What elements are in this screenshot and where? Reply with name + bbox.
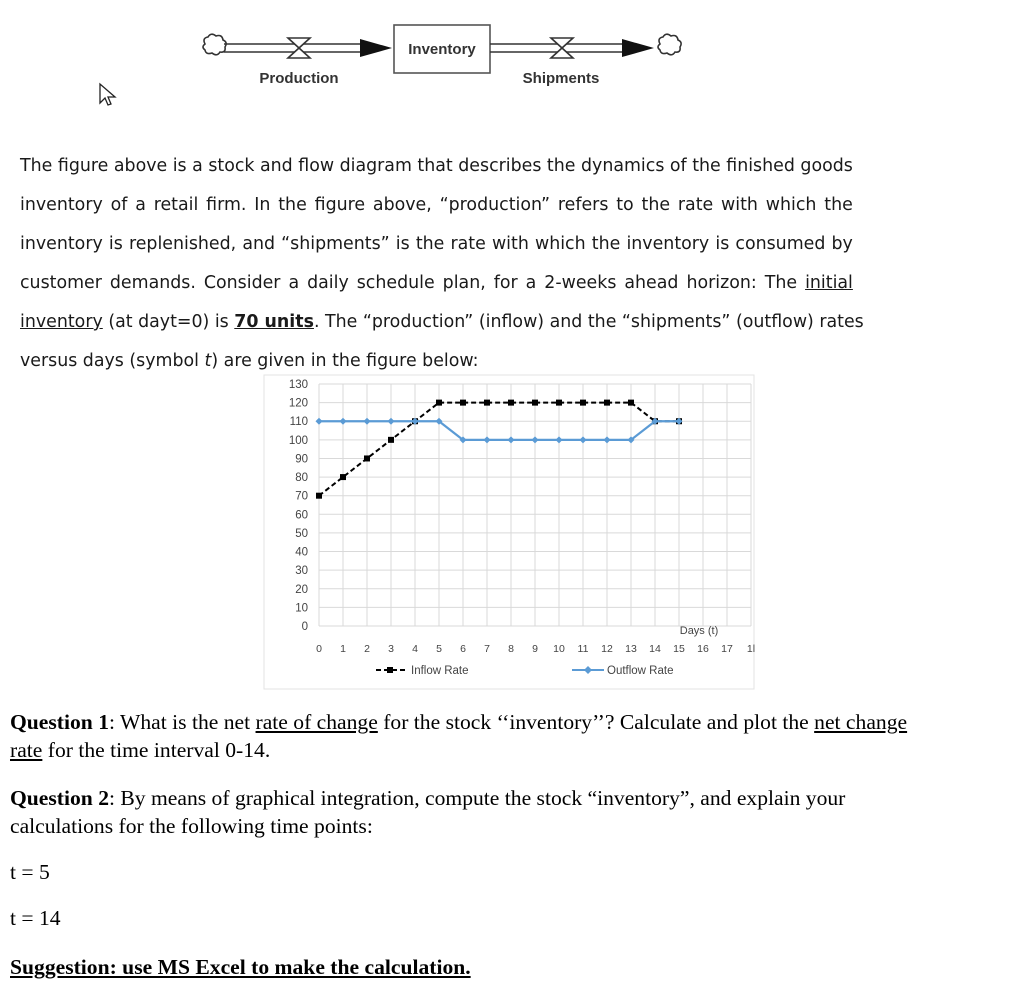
desc-l1-word: of: [669, 156, 687, 176]
desc-l3-word: inventory: [626, 234, 710, 254]
desc-l4-word: daily: [307, 273, 349, 293]
desc-l4-word: 2-weeks: [544, 273, 617, 293]
desc-l2-word: a: [135, 195, 146, 215]
inflow-point: [508, 400, 514, 406]
y-tick-label: 100: [288, 434, 308, 447]
x-tick-label: 5: [436, 643, 442, 655]
desc-l1-word: the: [546, 156, 576, 176]
y-tick-label: 120: [288, 397, 308, 410]
desc-l4-word: customer: [20, 273, 102, 293]
time-point-5: t = 5: [10, 860, 50, 884]
desc-l2-word: with: [721, 195, 758, 215]
desc-l1-word: finished: [726, 156, 795, 176]
x-tick-label: 17: [721, 643, 733, 655]
desc-l2-word: In: [254, 195, 271, 215]
desc-l3-word: inventory: [20, 234, 103, 254]
question-2-label: Question 2: [10, 786, 109, 810]
y-tick-label: 10: [295, 602, 308, 615]
question-2-text-b: calculations for the following time points:: [10, 814, 373, 838]
desc-l3-word: and: [242, 234, 276, 254]
y-tick-label: 90: [295, 453, 308, 466]
x-tick-label: 9: [532, 643, 538, 655]
desc-line-4: [20, 273, 853, 293]
y-tick-label: 50: [295, 527, 308, 540]
desc-l2-word: retail: [153, 195, 199, 215]
shipments-arrow-icon: [622, 39, 654, 57]
desc-l4-word: The: [764, 273, 798, 293]
desc-l4-word: demands.: [109, 273, 196, 293]
desc-line-5-rest: . The “production” (inflow) and the “shipments” (outflow) rates: [313, 312, 864, 332]
desc-l2-word: firm.: [206, 195, 247, 215]
desc-l4-word: Consider: [203, 273, 281, 293]
desc-l3-word: with: [491, 234, 529, 254]
legend-inflow-label: Inflow Rate: [411, 665, 469, 677]
desc-line-6-a: versus days (symbol: [20, 351, 199, 371]
y-tick-label: 110: [289, 416, 308, 429]
legend-inflow-marker: [387, 667, 393, 673]
shipments-valve-icon: [551, 38, 573, 58]
desc-l3-word: the: [415, 234, 445, 254]
desc-l1-word: stock: [208, 156, 255, 176]
inflow-point: [484, 400, 490, 406]
inflow-point: [316, 493, 322, 499]
x-tick-label: 8: [508, 643, 514, 655]
y-tick-label: 70: [295, 490, 308, 503]
desc-l4-word: horizon:: [686, 273, 757, 293]
question-1-label: Question 1: [10, 710, 109, 734]
rate-of-change-term: rate of change: [255, 710, 378, 734]
question-1-text-c: for the time interval 0-14.: [42, 738, 271, 762]
desc-l1-word: The: [20, 156, 53, 176]
desc-line-6-b: ) are given in the figure below:: [211, 351, 479, 371]
desc-l1-word: describes: [458, 156, 542, 176]
inflow-point: [460, 400, 466, 406]
production-flow-label: Production: [259, 70, 339, 87]
desc-l2-word: the: [278, 195, 307, 215]
desc-line-1: [20, 156, 853, 176]
initial-inventory-underline-1: initial: [805, 273, 853, 293]
x-tick-label: 1: [340, 643, 346, 655]
y-tick-label: 40: [295, 546, 308, 559]
shipments-flow-pipe: [490, 44, 625, 52]
desc-l3-word: rate: [450, 234, 486, 254]
desc-l4-word: ahead: [624, 273, 679, 293]
desc-l3-word: consumed: [735, 234, 826, 254]
desc-l2-word: refers: [557, 195, 609, 215]
question-2-text-a: : By means of graphical integration, compute the stock “inventory”, and explain your: [109, 786, 846, 810]
inflow-point: [532, 400, 538, 406]
desc-l2-word: the: [824, 195, 853, 215]
desc-l4-word: plan,: [442, 273, 486, 293]
y-tick-label: 20: [295, 583, 308, 596]
desc-l1-word: and: [260, 156, 293, 176]
desc-l4-word: a: [525, 273, 537, 293]
x-tick-label: 6: [460, 643, 466, 655]
desc-l1-word: the: [692, 156, 721, 176]
x-tick-label: 7: [484, 643, 490, 655]
x-tick-label: 10: [553, 643, 565, 655]
time-point-14: t = 14: [10, 906, 61, 930]
source-cloud-icon: [203, 34, 226, 55]
desc-l1-word: dynamics: [580, 156, 665, 176]
desc-l2-word: of: [110, 195, 128, 215]
desc-l3-word: “shipments”: [281, 234, 390, 254]
production-flow-pipe: [224, 44, 362, 52]
inflow-point: [436, 400, 442, 406]
desc-line-6-symbol: t: [204, 351, 212, 371]
desc-l1-word: diagram: [339, 156, 412, 176]
desc-line-6: [20, 351, 479, 371]
inventory-stock-label: Inventory: [408, 41, 476, 58]
question-1-text-a: : What is the net: [109, 710, 256, 734]
desc-l3-word: the: [591, 234, 621, 254]
inflow-point: [340, 474, 346, 480]
desc-l4-word: schedule: [356, 273, 435, 293]
y-tick-label: 130: [288, 379, 308, 391]
legend-outflow-label: Outflow Rate: [607, 665, 674, 677]
net-change-term: net change: [814, 710, 908, 734]
desc-l3-word: replenished,: [128, 234, 237, 254]
inflow-point: [556, 400, 562, 406]
desc-l2-word: figure: [314, 195, 366, 215]
inflow-point: [580, 400, 586, 406]
desc-l2-word: to: [616, 195, 634, 215]
desc-l3-word: is: [108, 234, 123, 254]
inflow-point: [604, 400, 610, 406]
production-valve-icon: [288, 38, 310, 58]
x-tick-label: 0: [316, 643, 322, 655]
desc-l2-word: above,: [372, 195, 432, 215]
desc-line-3: [20, 234, 853, 254]
desc-line-5: [20, 312, 864, 332]
inflow-point: [364, 455, 370, 461]
initial-inventory-underline-2: inventory: [20, 312, 103, 332]
x-tick-label: 11: [577, 643, 589, 655]
y-tick-label: 60: [295, 509, 308, 522]
desc-l2-word: inventory: [20, 195, 103, 215]
x-tick-label: 12: [601, 643, 613, 655]
desc-l1-word: a: [192, 156, 203, 176]
x-tick-label: 3: [388, 643, 394, 655]
desc-line-5-mid: (at dayt=0) is: [108, 312, 229, 332]
x-axis-label: Days (t): [679, 625, 719, 637]
desc-l1-word: goods: [800, 156, 853, 176]
desc-l1-word: that: [417, 156, 453, 176]
desc-line-2: [20, 195, 853, 215]
desc-l2-word: which: [765, 195, 817, 215]
x-tick-label: 14: [649, 643, 661, 655]
x-tick-label: 2: [364, 643, 370, 655]
x-tick-label: 16: [697, 643, 709, 655]
y-tick-label: 80: [295, 472, 308, 485]
sink-cloud-icon: [658, 34, 681, 55]
question-1: [10, 708, 1022, 764]
desc-l2-word: the: [641, 195, 671, 215]
desc-l1-word: is: [172, 156, 187, 176]
suggestion-text: Suggestion: use MS Excel to make the calculation.: [10, 955, 471, 979]
inflow-point: [388, 437, 394, 443]
x-tick-label: 1l: [746, 643, 756, 655]
desc-l1-word: figure: [57, 156, 109, 176]
x-tick-label: 13: [625, 643, 637, 655]
desc-l2-word: rate: [677, 195, 714, 215]
shipments-flow-label: Shipments: [522, 70, 600, 87]
desc-l4-word: for: [493, 273, 518, 293]
desc-l1-word: above: [113, 156, 168, 176]
desc-l2-word: “production”: [439, 195, 551, 215]
question-1-text-b: for the stock ‘‘inventory’’? Calculate and plot the: [377, 710, 815, 734]
desc-l4-word: a: [288, 273, 300, 293]
mouse-cursor-icon: [98, 82, 120, 108]
desc-l3-word: which: [534, 234, 586, 254]
y-tick-label: 30: [295, 565, 308, 578]
initial-units-value: 70 units: [234, 312, 314, 332]
x-tick-label: 4: [412, 643, 418, 655]
production-arrow-icon: [360, 39, 392, 57]
desc-l3-word: is: [395, 234, 410, 254]
y-tick-label: 0: [301, 621, 308, 633]
rates-chart: [262, 373, 756, 691]
desc-l3-word: is: [715, 234, 730, 254]
rate-term: rate: [10, 738, 43, 762]
question-2: [10, 784, 1010, 840]
desc-l1-word: flow: [298, 156, 335, 176]
inflow-point: [628, 400, 634, 406]
desc-l3-word: by: [831, 234, 853, 254]
x-tick-label: 15: [673, 643, 685, 655]
